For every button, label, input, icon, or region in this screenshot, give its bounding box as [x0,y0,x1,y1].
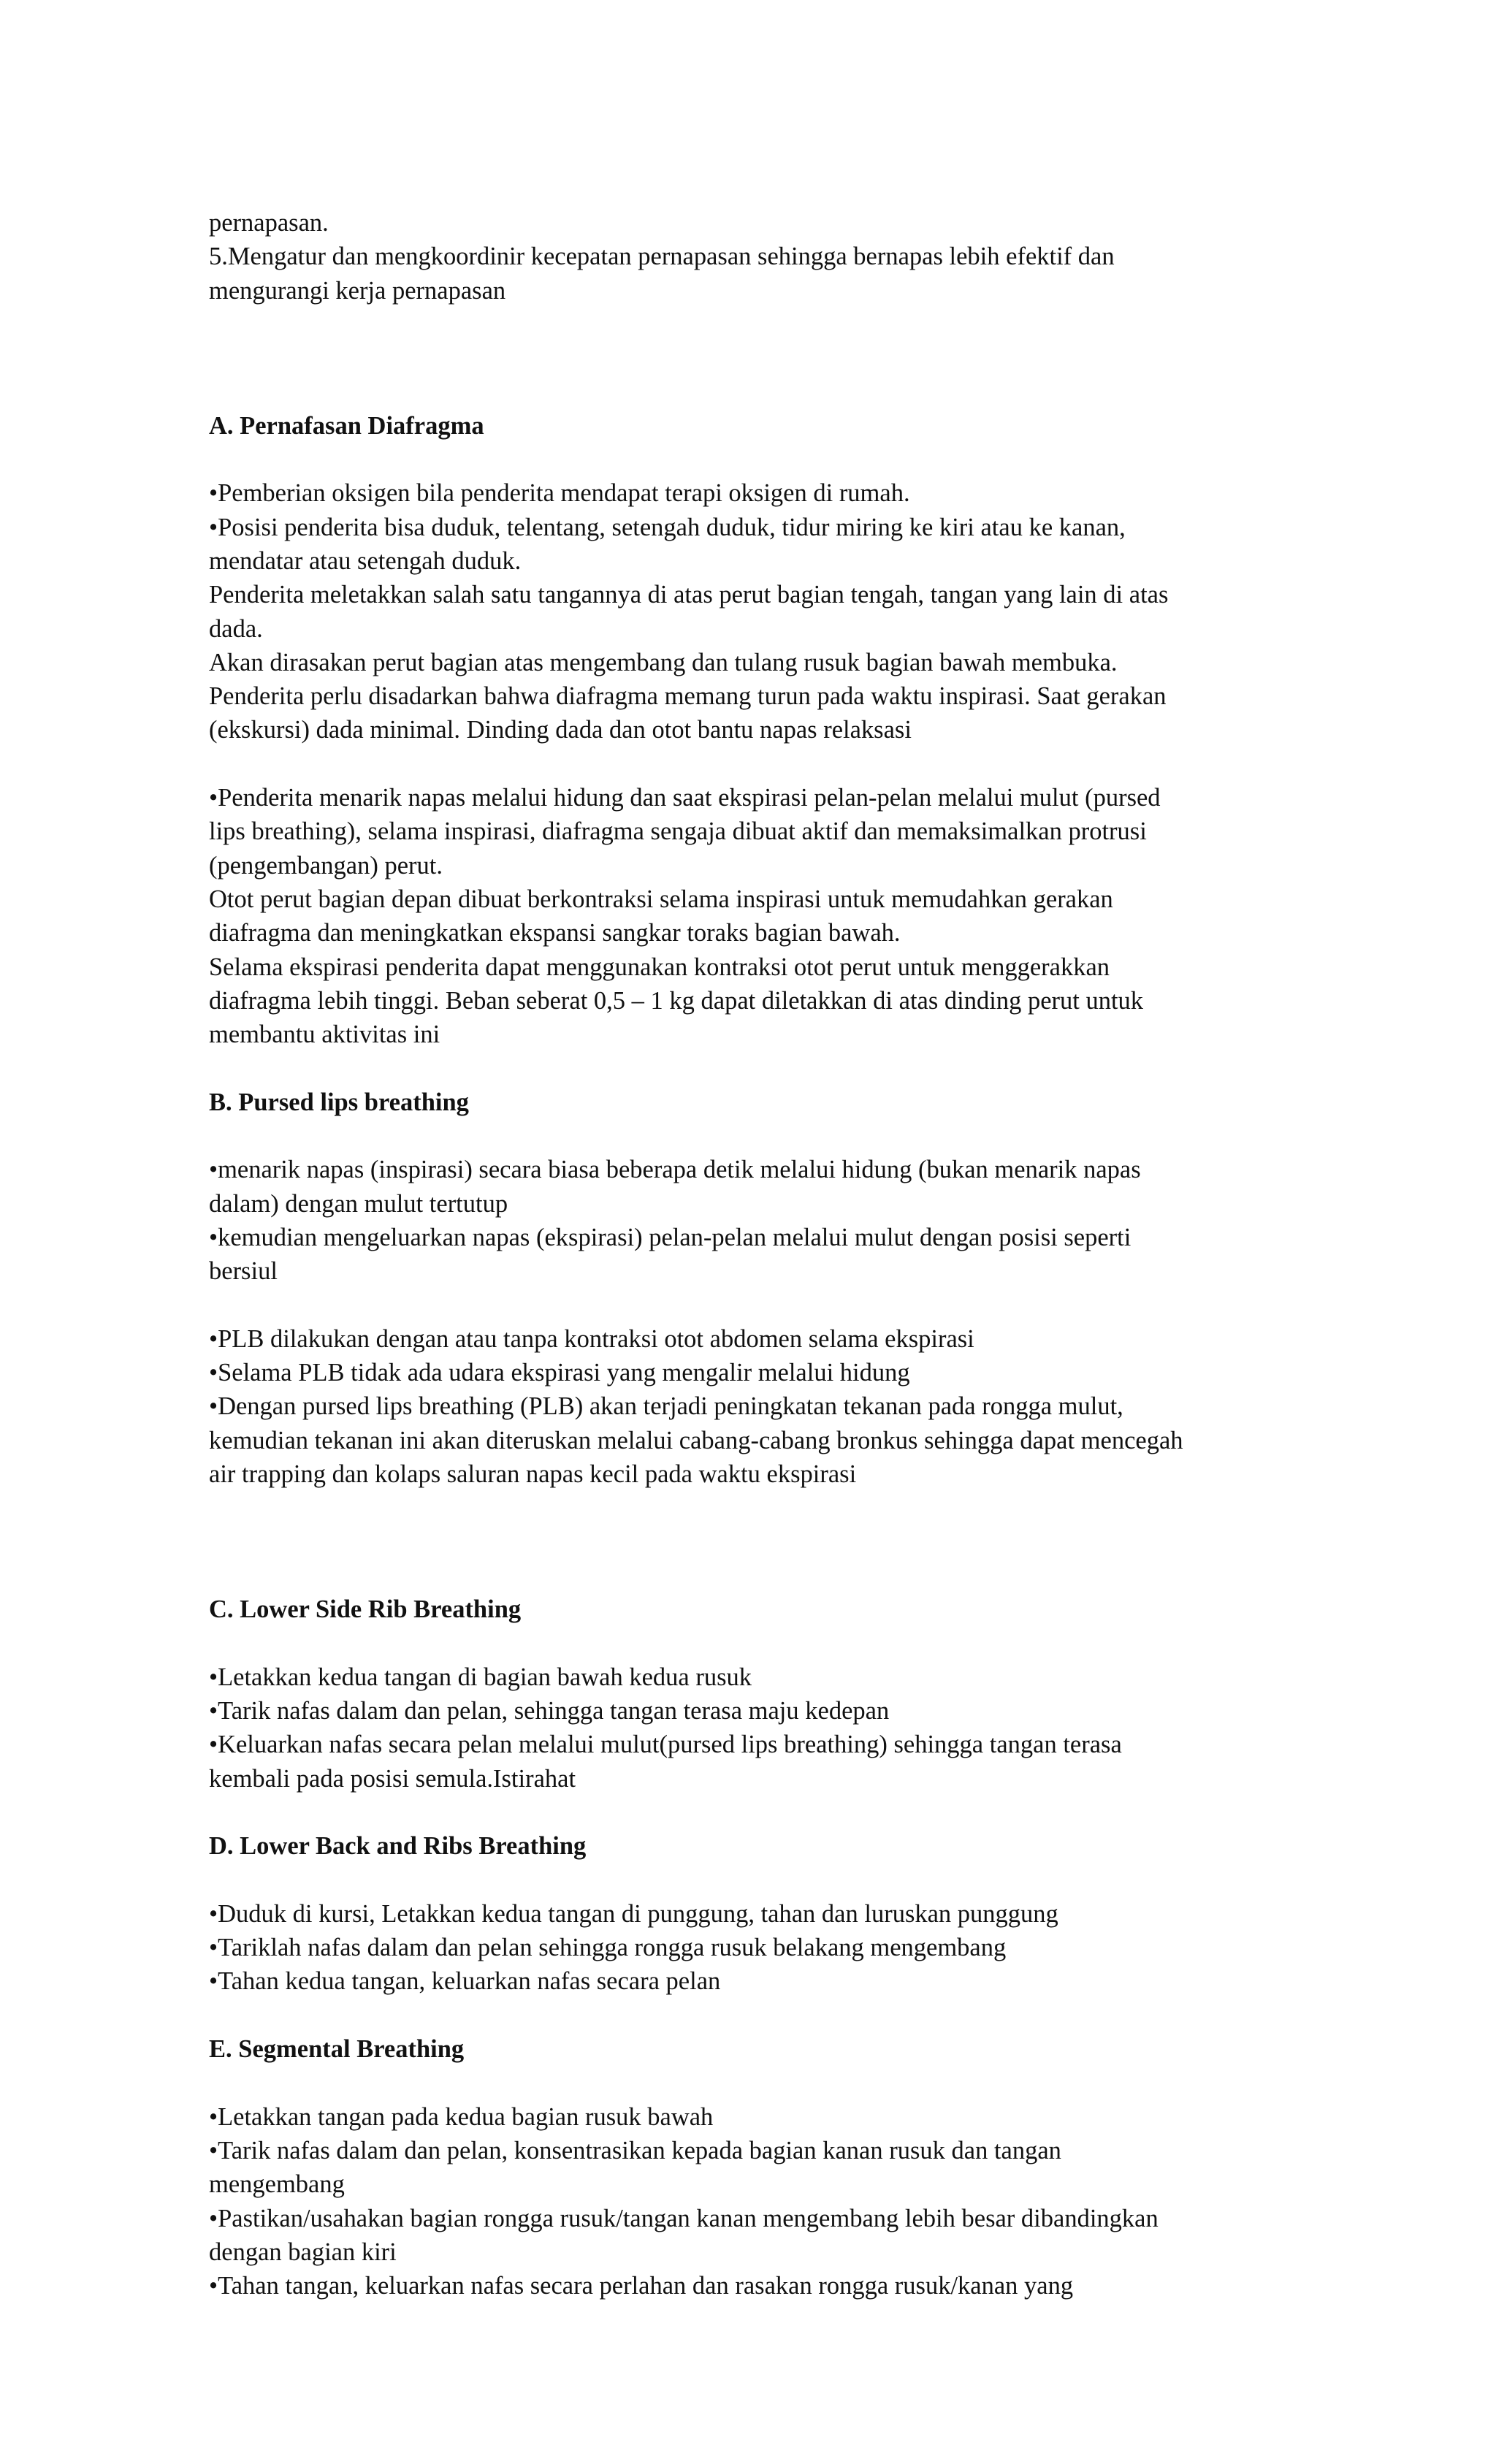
blank-line [209,1525,1348,1559]
text-line: •Tahan tangan, keluarkan nafas secara perlahan dan rasakan rongga rusuk/kanan yang [209,2272,1074,2300]
text-line: •menarik napas (inspirasi) secara biasa beberapa detik melalui hidung (bukan menarik napas [209,1156,1141,1184]
blank-line [209,1864,1348,1897]
text-line: pernapasan. [209,209,329,237]
blank-line [209,1491,1348,1525]
text-line: (ekskursi) dada minimal. Dinding dada dan otot bantu napas relaksasi [209,716,912,744]
text-line: dada. [209,614,263,643]
text-line: Selama ekspirasi penderita dapat menggunakan kontraksi otot perut untuk menggerakkan [209,953,1110,981]
text-line: •Letakkan tangan pada kedua bagian rusuk bawah [209,2102,714,2131]
text-line: Penderita meletakkan salah satu tangannya di atas perut bagian tengah, tangan yang lain di atas [209,581,1169,609]
blank-line [209,1999,1348,2032]
document-page [209,206,1348,2303]
text-line: •Pastikan/usahakan bagian rongga rusuk/tangan kanan mengembang lebih besar dibandingkan [209,2204,1159,2232]
text-line: air trapping dan kolaps saluran napas kecil pada waktu ekspirasi [209,1460,857,1488]
section-heading: A. Pernafasan Diafragma [209,411,484,440]
text-line: •Letakkan kedua tangan di bagian bawah kedua rusuk [209,1663,752,1691]
text-line: •Keluarkan nafas secara pelan melalui mulut(pursed lips breathing) sehingga tangan terasa [209,1731,1122,1759]
blank-line [209,1051,1348,1085]
text-line: mengembang [209,2170,345,2199]
text-line: •PLB dilakukan dengan atau tanpa kontraksi otot abdomen selama ekspirasi [209,1324,974,1353]
section-heading: B. Pursed lips breathing [209,1088,469,1116]
text-line: mengurangi kerja pernapasan [209,276,506,305]
blank-line [209,375,1348,408]
text-line: dalam) dengan mulut tertutup [209,1189,508,1218]
section-heading: D. Lower Back and Ribs Breathing [209,1832,587,1861]
text-line: •Posisi penderita bisa duduk, telentang, setengah duduk, tidur miring ke kiri atau ke kanan, [209,513,1126,541]
blank-line [209,1559,1348,1593]
text-line: •Dengan pursed lips breathing (PLB) akan terjadi peningkatan tekanan pada rongga mulut, [209,1392,1123,1421]
text-line: •Tarik nafas dalam dan pelan, sehingga tangan terasa maju kedepan [209,1697,890,1725]
text-line: diafragma lebih tinggi. Beban seberat 0,5 – 1 kg dapat diletakkan di atas dinding perut untuk [209,986,1144,1015]
text-line: (pengembangan) perut. [209,851,443,880]
text-line: Akan dirasakan perut bagian atas mengembang dan tulang rusuk bagian bawah membuka. [209,648,1118,676]
blank-line [209,1626,1348,1660]
text-line: •Tahan kedua tangan, keluarkan nafas secara pelan [209,1967,721,1996]
text-line: kemudian tekanan ini akan diteruskan melalui cabang-cabang bronkus sehingga dapat mencegah [209,1426,1183,1454]
blank-line [209,308,1348,341]
text-line: 5.Mengatur dan mengkoordinir kecepatan pernapasan sehingga bernapas lebih efektif dan [209,243,1115,271]
blank-line [209,443,1348,476]
blank-line [209,1119,1348,1153]
text-line: bersiul [209,1257,278,1286]
text-line: Penderita perlu disadarkan bahwa diafragma memang turun pada waktu inspirasi. Saat gerakan [209,682,1167,711]
text-line: kembali pada posisi semula.Istirahat [209,1764,576,1793]
text-line: •Tariklah nafas dalam dan pelan sehingga rongga rusuk belakang mengembang [209,1934,1007,1962]
text-line: •kemudian mengeluarkan napas (ekspirasi) pelan-pelan melalui mulut dengan posisi seperti [209,1223,1131,1251]
text-line: •Penderita menarik napas melalui hidung dan saat ekspirasi pelan-pelan melalui mulut (pursed [209,784,1161,812]
text-line: membantu aktivitas ini [209,1021,440,1049]
blank-line [209,747,1348,781]
text-line: •Duduk di kursi, Letakkan kedua tangan di punggung, tahan dan luruskan punggung [209,1899,1058,1928]
blank-line [209,341,1348,375]
text-line: dengan bagian kiri [209,2238,397,2266]
blank-line [209,1289,1348,1322]
text-line: diafragma dan meningkatkan ekspansi sangkar toraks bagian bawah. [209,919,901,947]
text-line: •Tarik nafas dalam dan pelan, konsentrasikan kepada bagian kanan rusuk dan tangan [209,2136,1061,2164]
text-line: •Pemberian oksigen bila penderita mendapat terapi oksigen di rumah. [209,479,910,508]
blank-line [209,2066,1348,2099]
text-line: mendatar atau setengah duduk. [209,546,522,575]
text-line: Otot perut bagian depan dibuat berkontraksi selama inspirasi untuk memudahkan gerakan [209,885,1113,913]
text-line: •Selama PLB tidak ada udara ekspirasi yang mengalir melalui hidung [209,1359,910,1387]
text-line: lips breathing), selama inspirasi, diafragma sengaja dibuat aktif dan memaksimalkan protrusi [209,817,1147,846]
section-heading: E. Segmental Breathing [209,2035,465,2064]
section-heading: C. Lower Side Rib Breathing [209,1595,522,1624]
blank-line [209,1796,1348,1829]
